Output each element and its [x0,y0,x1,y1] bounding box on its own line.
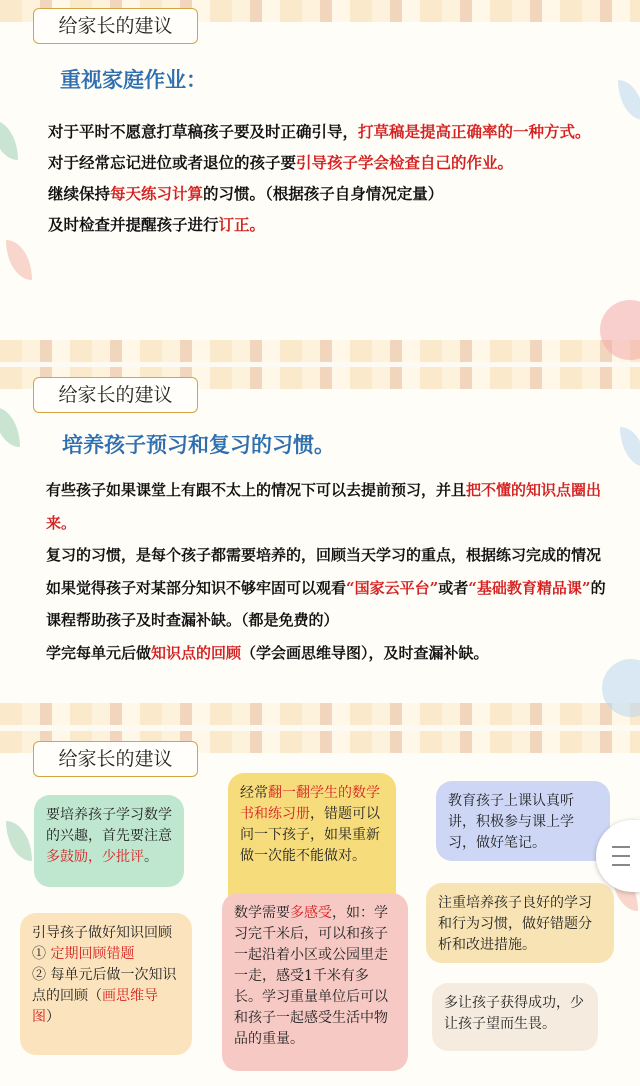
body-text: 继续保持 [48,184,111,203]
advice-line [46,572,612,637]
advice-line [48,118,608,146]
highlight-text: 翻一翻学生的数学书和练习册 [240,785,380,822]
body-text: ② 每单元后做一次知识点的回顾（ [32,967,177,1004]
body-text: 学完每单元后做 [46,643,152,662]
body-text: 复习的习惯，是每个孩子都需要培养的，回顾当天学习的重点，根据练习完成的情况 [46,546,602,564]
highlight-text: 定期回顾错题 [50,946,135,962]
advice-text [48,118,608,242]
body-text: 的课程帮助孩子及时查漏补缺。（都是免费的） [46,578,606,629]
advice-tag: 给家长的建议 [33,741,198,777]
highlight-text: 把不懂的知识点圈出来。 [46,481,602,532]
highlight-text: 知识点的回顾 [151,643,242,662]
highlight-text: 每天练习计算 [110,184,204,203]
body-text: 。 [144,849,158,865]
highlight-text: “国家云平台” [346,578,439,597]
decor-ribbon [0,340,640,362]
highlight-text: 多感受 [290,905,332,921]
advice-line [46,539,612,572]
body-text: 要培养孩子学习数学的兴趣，首先要注意 [46,807,172,844]
body-text: 注重培养孩子良好的学习和行为习惯，做好错题分析和改进措施。 [438,895,592,953]
highlight-text: 引导孩子学会检查自己的作业。 [296,153,514,172]
body-text: 对于经常忘记进位或者退位的孩子要 [48,153,297,172]
card-sense [222,893,408,1071]
body-text: ，如：学习完千米后，可以和孩子一起沿着小区或公园里走一走，感受1千米有多长。学习重量单位后可以和孩子一起感受生活中物品的重量。 [234,905,388,1047]
highlight-text: 打草稿是提高正确率的一种方式。 [358,122,591,141]
section-heading: 重视家庭作业： [60,68,207,92]
decor-ribbon [0,703,640,725]
body-text: 引导孩子做好知识回顾 [32,925,172,941]
highlight-text: 多鼓励，少批评 [46,849,144,865]
card-interest [34,795,184,887]
body-text: 的习惯。（根据孩子自身情况定量） [203,184,444,203]
advice-line [48,149,608,177]
body-text: ① [32,946,46,962]
card-review [20,913,192,1055]
card-habits [426,883,614,963]
body-text: 或者 [438,578,469,597]
leaf-decoration [6,240,32,280]
card-class [436,781,610,861]
slide-advice-cards [0,731,640,1086]
highlight-text: “基础教育精品课” [468,578,591,597]
body-text: 教育孩子上课认真听讲，积极参与课上学习，做好笔记。 [448,793,574,851]
section-heading: 培养孩子预习和复习的习惯。 [62,433,335,457]
leaf-decoration [6,821,32,861]
body-text: ，错题可以问一下孩子，如果重新做一次能不能做对。 [240,806,380,864]
leaf-decoration [618,80,640,120]
body-text: 如果觉得孩子对某部分知识不够牢固可以观看 [46,578,347,597]
slide-homework [0,0,640,362]
highlight-text: 订正。 [218,215,266,234]
body-text: 数学需要 [234,905,290,921]
body-text: 有些孩子如果课堂上有跟不太上的情况下可以去提前预习，并且 [46,481,467,499]
body-text: 多让孩子获得成功，少让孩子望而生畏。 [444,995,584,1032]
advice-line [46,474,612,539]
card-success [432,983,598,1051]
highlight-text: 画思维导图 [32,988,158,1025]
slide-preview-review [0,367,640,725]
card-books [228,773,396,911]
body-text: ） [46,1009,60,1025]
leaf-decoration [0,120,18,160]
advice-tag: 给家长的建议 [33,8,198,44]
leaf-decoration [0,407,20,447]
advice-text [46,474,612,669]
leaf-decoration [620,427,640,467]
body-text: （学会画思维导图），及时查漏补缺。 [241,643,489,662]
body-text: 经常 [240,785,268,801]
advice-line [48,211,608,239]
advice-tag: 给家长的建议 [33,377,198,413]
advice-line [48,180,608,208]
body-text: 及时检查并提醒孩子进行 [48,215,219,234]
advice-line [46,637,612,670]
body-text: 对于平时不愿意打草稿孩子要及时正确引导， [48,122,359,141]
